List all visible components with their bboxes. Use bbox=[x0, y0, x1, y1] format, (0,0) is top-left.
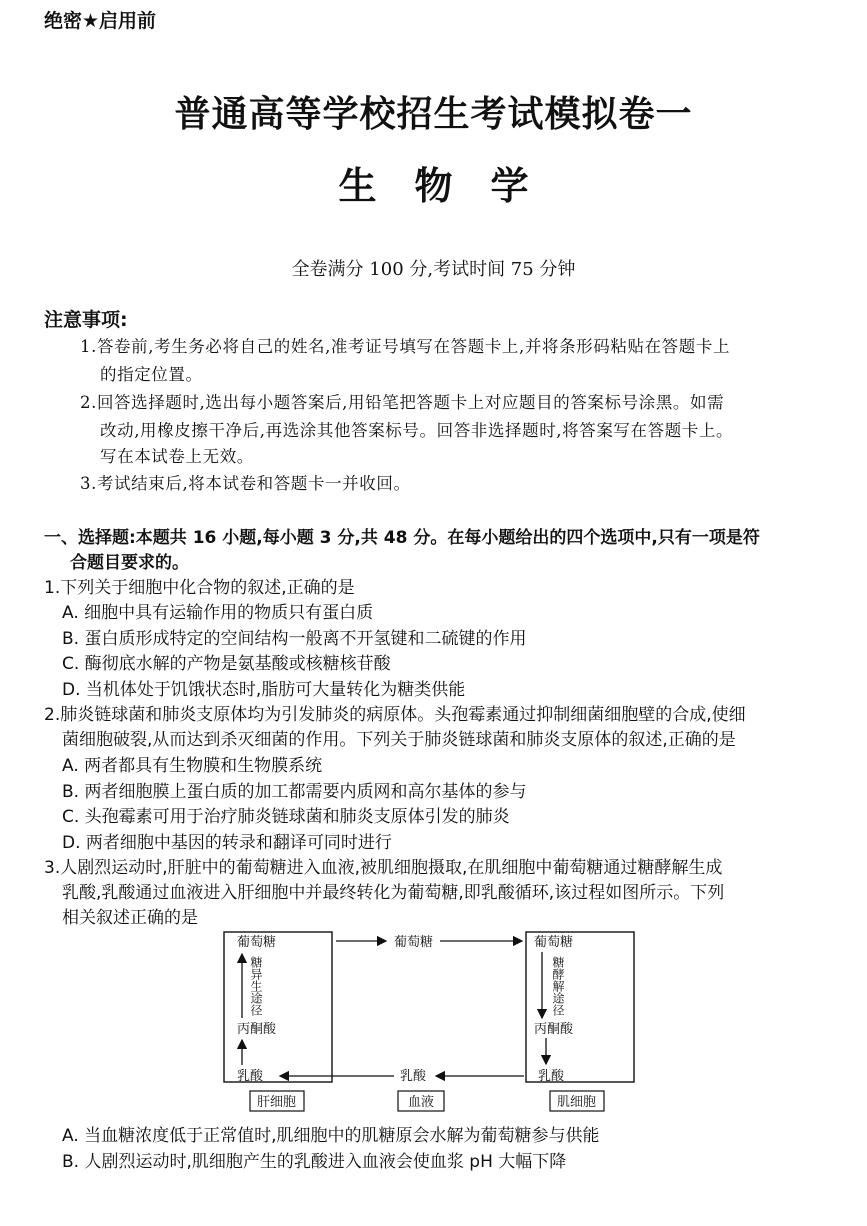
note-line: 3.考试结束后,将本试卷和答题卡一并收回。 bbox=[80, 474, 411, 493]
question-2-stem-cont: 菌细胞破裂,从而达到杀灭细菌的作用。下列关于肺炎链球菌和肺炎支原体的叙述,正确的是 bbox=[62, 730, 736, 750]
question-1-option-b: B. 蛋白质形成特定的空间结构一般离不开氢键和二硫键的作用 bbox=[62, 629, 527, 649]
question-1-option-c: C. 酶彻底水解的产物是氨基酸或核糖核苷酸 bbox=[62, 654, 391, 674]
liver-cell-box bbox=[224, 932, 332, 1082]
question-1-stem: 1.下列关于细胞中化合物的叙述,正确的是 bbox=[44, 578, 355, 598]
question-2-option-a: A. 两者都具有生物膜和生物膜系统 bbox=[62, 756, 323, 776]
muscle-lactate: 乳酸 bbox=[538, 1069, 565, 1084]
question-2-option-d: D. 两者细胞中基因的转录和翻译可同时进行 bbox=[62, 833, 392, 853]
section-heading: 一、选择题:本题共 16 小题,每小题 3 分,共 48 分。在每小题给出的四个选项中,只有一项是符 bbox=[44, 528, 760, 548]
blood-lactate: 乳酸 bbox=[400, 1069, 427, 1084]
muscle-pyruvate: 丙酮酸 bbox=[534, 1022, 574, 1037]
liver-lactate: 乳酸 bbox=[237, 1069, 264, 1084]
liver-glucose: 葡萄糖 bbox=[237, 935, 277, 950]
note-line: 2.回答选择题时,选出每小题答案后,用铅笔把答题卡上对应题目的答案标号涂黑。如需 bbox=[80, 393, 725, 412]
note-line: 写在本试卷上无效。 bbox=[100, 447, 254, 466]
glycolysis-label: 糖酵解途径 bbox=[551, 956, 565, 1016]
gluconeogenesis-label: 糖异生途径 bbox=[249, 956, 263, 1016]
question-3-option-a: A. 当血糖浓度低于正常值时,肌细胞中的肌糖原会水解为葡萄糖参与供能 bbox=[62, 1126, 600, 1146]
note-line: 的指定位置。 bbox=[100, 365, 203, 384]
question-3-option-b: B. 人剧烈运动时,肌细胞产生的乳酸进入血液会使血浆 pH 大幅下降 bbox=[62, 1152, 567, 1172]
section-heading-cont: 合题目要求的。 bbox=[70, 553, 189, 573]
blood-label: 血液 bbox=[408, 1095, 435, 1110]
note-line: 改动,用橡皮擦干净后,再选涂其他答案标号。回答非选择题时,将答案写在答题卡上。 bbox=[100, 421, 734, 440]
note-line: 1.答卷前,考生务必将自己的姓名,准考证号填写在答题卡上,并将条形码粘贴在答题卡上 bbox=[80, 337, 731, 356]
exam-title: 普通高等学校招生考试模拟卷一 bbox=[174, 93, 693, 135]
subject-title: 生物学 bbox=[338, 164, 567, 208]
exam-info: 全卷满分 100 分,考试时间 75 分钟 bbox=[291, 259, 576, 280]
question-3-stem-cont: 相关叙述正确的是 bbox=[62, 908, 198, 928]
muscle-label: 肌细胞 bbox=[557, 1095, 597, 1110]
muscle-glucose: 葡萄糖 bbox=[534, 935, 574, 950]
question-3-stem-cont: 乳酸,乳酸通过血液进入肝细胞中并最终转化为葡萄糖,即乳酸循环,该过程如图所示。下列 bbox=[62, 883, 725, 903]
question-1-option-a: A. 细胞中具有运输作用的物质只有蛋白质 bbox=[62, 603, 374, 623]
secret-label: 绝密★启用前 bbox=[44, 10, 157, 32]
notes-heading: 注意事项: bbox=[44, 309, 128, 331]
liver-pyruvate: 丙酮酸 bbox=[237, 1022, 277, 1037]
lactate-cycle-diagram bbox=[220, 928, 640, 1116]
question-1-option-d: D. 当机体处于饥饿状态时,脂肪可大量转化为糖类供能 bbox=[62, 680, 466, 700]
question-3-stem: 3.人剧烈运动时,肝脏中的葡萄糖进入血液,被肌细胞摄取,在肌细胞中葡萄糖通过糖酵解生成 bbox=[44, 858, 723, 878]
question-2-stem: 2.肺炎链球菌和肺炎支原体均为引发肺炎的病原体。头孢霉素通过抑制细菌细胞壁的合成,使细 bbox=[44, 705, 746, 725]
liver-label: 肝细胞 bbox=[257, 1095, 297, 1110]
question-2-option-c: C. 头孢霉素可用于治疗肺炎链球菌和肺炎支原体引发的肺炎 bbox=[62, 807, 510, 827]
question-2-option-b: B. 两者细胞膜上蛋白质的加工都需要内质网和高尔基体的参与 bbox=[62, 782, 527, 802]
blood-glucose: 葡萄糖 bbox=[394, 935, 434, 950]
